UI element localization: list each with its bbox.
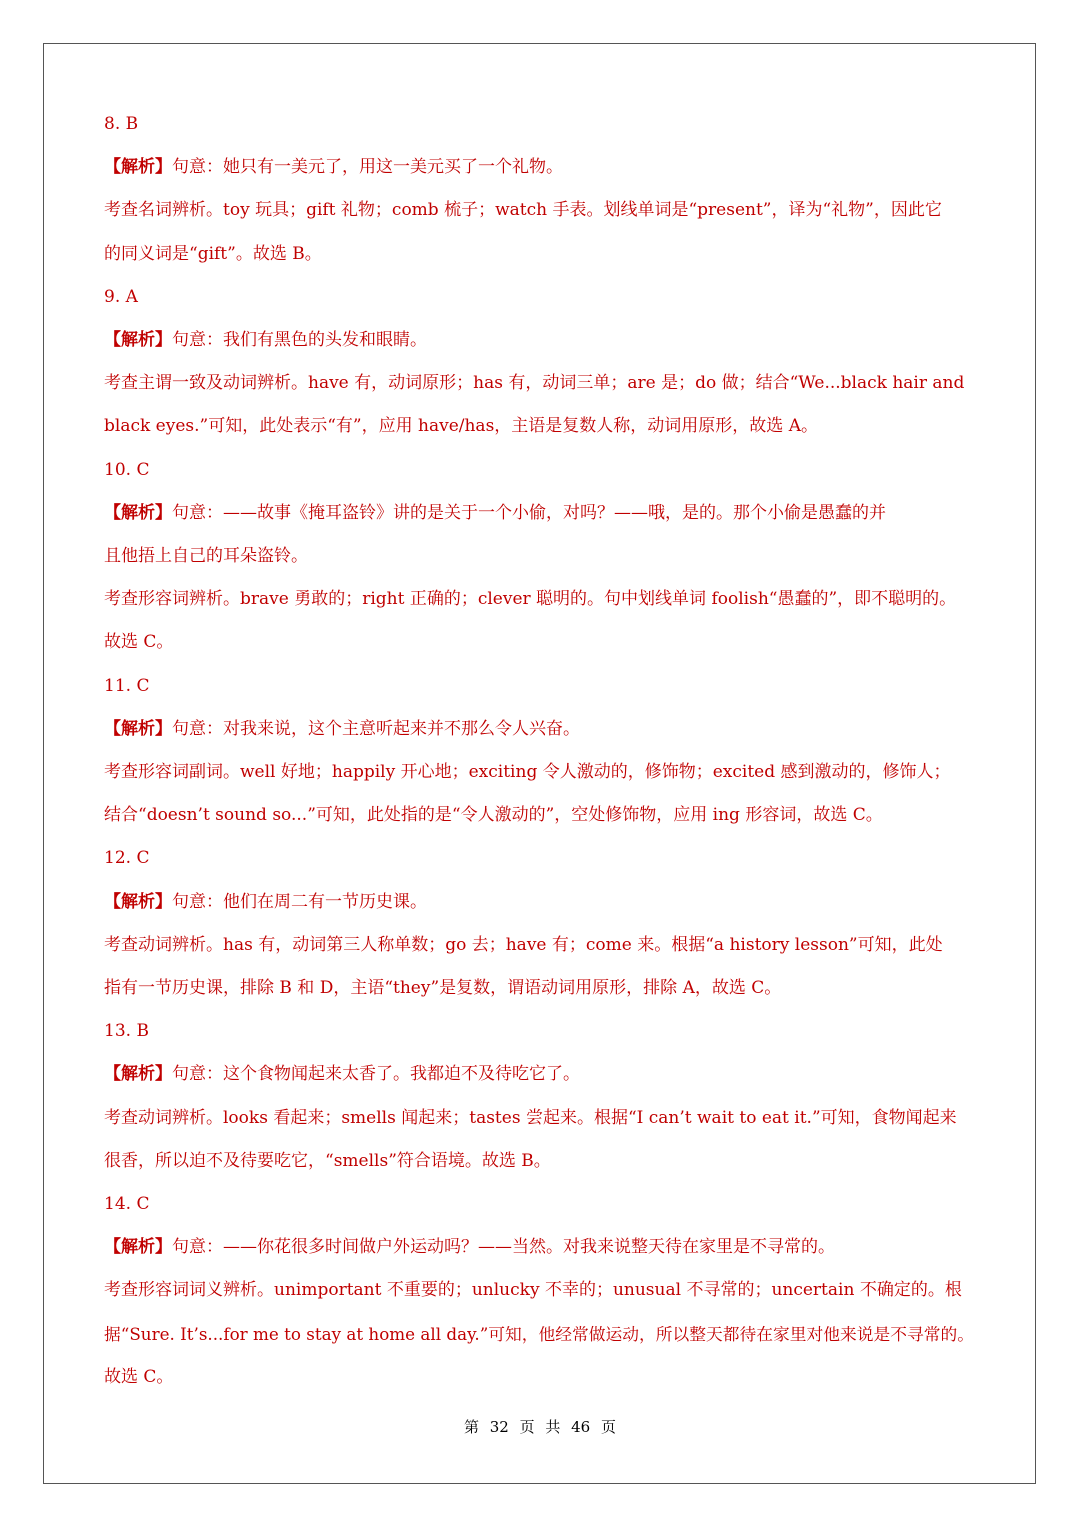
explanation-line: 考查形容词辨析。brave 勇敢的；right 正确的；clever 聪明的。句中划线单词 foolish“愚蠢的”，即不聪明的。 [104, 589, 957, 610]
explanation-line: 很香，所以迫不及待要吃它，“smells”符合语境。故选 B。 [104, 1150, 551, 1171]
analysis-line [104, 146, 980, 189]
analysis-tag: 【解析】 [104, 502, 172, 523]
question-number: 13. B [104, 1021, 149, 1042]
question-number: 9. A [104, 286, 138, 307]
explanation-line: 故选 C。 [104, 632, 174, 653]
explanation-line: 考查形容词词义辨析。unimportant 不重要的；unlucky 不幸的；unusual 不寻常的；uncertain 不确定的。根 [104, 1280, 962, 1301]
explanation-line: 故选 C。 [104, 1366, 174, 1387]
sentence-meaning: 句意：我们有黑色的头发和眼睛。 [172, 330, 427, 351]
analysis-tag: 【解析】 [104, 1237, 172, 1258]
explanation-line: 结合“doesn’t sound so...”可知，此处指的是“令人激动的”，空处修饰物，应用 ing 形容词，故选 C。 [104, 805, 883, 826]
explanation-line: 考查动词辨析。looks 看起来；smells 闻起来；tastes 尝起来。根据“I can’t wait to eat it.”可知，食物闻起来 [104, 1107, 957, 1128]
question-number: 14. C [104, 1194, 150, 1215]
sentence-meaning: 句意：她只有一美元了，用这一美元买了一个礼物。 [172, 157, 563, 178]
sentence-meaning: 句意：——你花很多时间做户外运动吗？——当然。对我来说整天待在家里是不寻常的。 [172, 1237, 835, 1258]
sentence-meaning: 句意：他们在周二有一节历史课。 [172, 891, 427, 912]
question-number: 8. B [104, 114, 139, 134]
analysis-line [104, 1226, 980, 1269]
explanation-line: 考查主谓一致及动词辨析。have 有，动词原形；has 有，动词三单；are 是；do 做；结合“We...black hair and [104, 373, 965, 394]
analysis-line-continued: 且他捂上自己的耳朵盗铃。 [104, 546, 308, 567]
analysis-tag: 【解析】 [104, 718, 172, 739]
analysis-line [104, 319, 980, 362]
analysis-tag: 【解析】 [104, 157, 172, 178]
analysis-line [104, 1053, 980, 1096]
analysis-line [104, 492, 980, 535]
explanation-line: 考查名词辨析。toy 玩具；gift 礼物；comb 梳子；watch 手表。划线单词是“present”，译为“礼物”，因此它 [104, 200, 942, 221]
page-footer: 第 32 页 共 46 页 [463, 1418, 616, 1436]
document-body [104, 103, 980, 1399]
question-number: 10. C [104, 459, 150, 480]
explanation-line: 考查动词辨析。has 有，动词第三人称单数；go 去；have 有；come 来。根据“a history lesson”可知，此处 [104, 934, 943, 955]
analysis-tag: 【解析】 [104, 891, 172, 912]
sentence-meaning: 句意：——故事《掩耳盗铃》讲的是关于一个小偷，对吗？——哦，是的。那个小偷是愚蠢的并 [172, 502, 886, 523]
analysis-tag: 【解析】 [104, 330, 172, 351]
sentence-meaning: 句意：对我来说，这个主意听起来并不那么令人兴奋。 [172, 718, 580, 739]
explanation-line: black eyes.”可知，此处表示“有”，应用 have/has，主语是复数人称，动词用原形，故选 A。 [104, 416, 818, 437]
explanation-line: 据“Sure. It’s...for me to stay at home all day.”可知，他经常做运动，所以整天都待在家里对他来说是不寻常的。 [104, 1323, 975, 1344]
question-number: 11. C [104, 675, 150, 696]
sentence-meaning: 句意：这个食物闻起来太香了。我都迫不及待吃它了。 [172, 1064, 580, 1085]
question-number: 12. C [104, 848, 150, 869]
explanation-line: 考查形容词副词。well 好地；happily 开心地；exciting 令人激动的，修饰物；excited 感到激动的，修饰人； [104, 762, 951, 783]
analysis-line [104, 881, 980, 924]
explanation-line: 指有一节历史课，排除 B 和 D，主语“they”是复数，谓语动词用原形，排除 A，故选 C。 [104, 978, 782, 999]
explanation-line: 的同义词是“gift”。故选 B。 [104, 243, 322, 264]
analysis-line [104, 708, 980, 751]
analysis-tag: 【解析】 [104, 1064, 172, 1085]
